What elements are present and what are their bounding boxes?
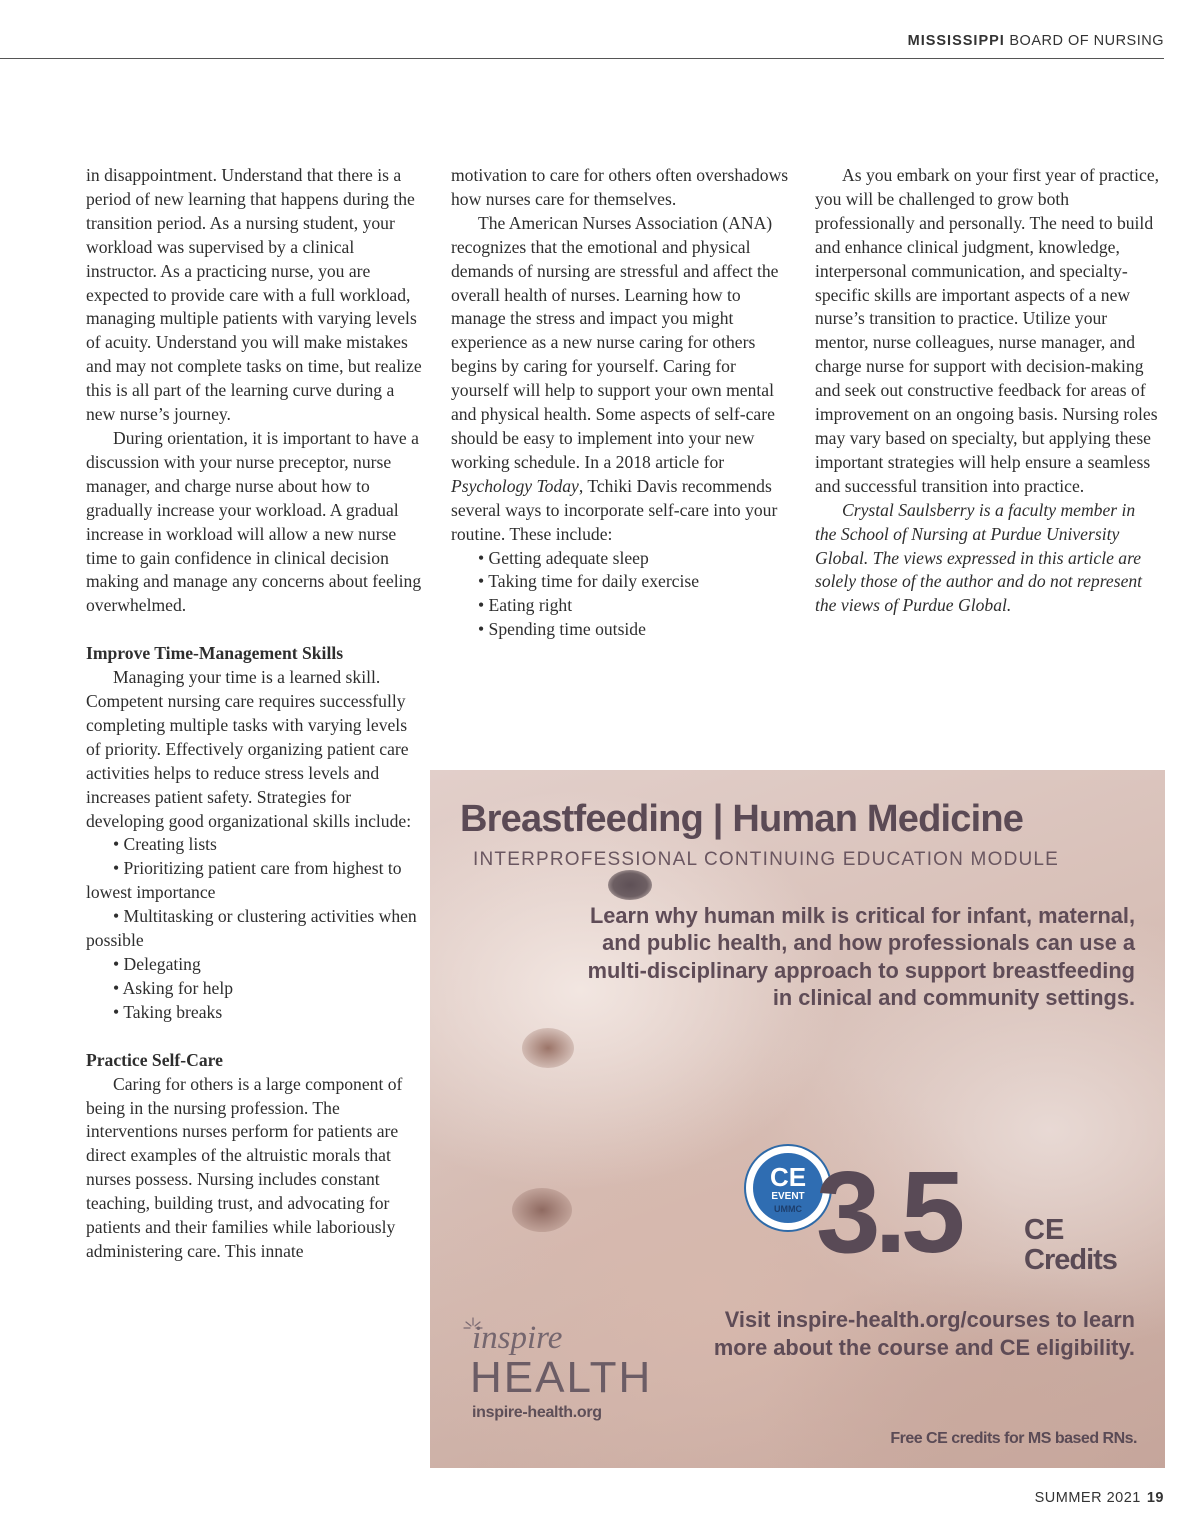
baby-mouth-shading [512, 1188, 572, 1232]
list-item: • Creating lists [113, 834, 217, 855]
header-org-rest: BOARD OF NURSING [1009, 33, 1164, 49]
author-bio: Crystal Saulsberry is a faculty member in the School of Nursing at Purdue University Global. The views expressed in this article are solely those of the author and do not represent the views of Purdue Global. [815, 499, 1143, 616]
baby-nose-shading [522, 1028, 574, 1068]
ad-subtitle: INTERPROFESSIONAL CONTINUING EDUCATION MODULE [473, 849, 1060, 870]
running-footer [1035, 1490, 1164, 1506]
running-header [908, 33, 1164, 49]
ad-lead-text: Learn why human milk is critical for infant, maternal, and public health, and how professionals can use a multi-disciplinary approach to support breastfeeding in clinical and community settings. [587, 903, 1135, 1010]
badge-event-label: EVENT [771, 1191, 805, 1202]
subheading-time-management: Improve Time-Management Skills [86, 643, 344, 664]
spacer [86, 618, 426, 642]
logo-url[interactable]: inspire-health.org [472, 1404, 602, 1421]
paragraph: As you embark on your first year of practice, you will be challenged to grow both professionally and personally. The need to build and enhance clinical judgment, knowledge, interpersonal communication, and specialty- specific skills are important aspects of a new nurse’s transition to practice. Utilize your mentor, nurse colleagues, nurse manager, and charge nurse for support with decision-making and seek out constructive feedback for areas of improvement on an ongoing basis. Nursing roles may vary based on specialty, but applying these important strategies will help ensure a seamless and successful transition into practice. [815, 165, 1160, 496]
page-number: 19 [1146, 1490, 1164, 1506]
list-item: • Taking time for daily exercise [478, 571, 700, 592]
spacer [86, 1025, 426, 1049]
paragraph: During orientation, it is important to have a discussion with your nurse preceptor, nurse manager, and charge nurse about how to gradually increase your workload. A gradual increase in workload will allow a new nurse time to gain confidence in clinical decision making and manage any concerns about feeling overwhelmed. [86, 427, 422, 616]
header-org-bold: MISSISSIPPI [907, 33, 1005, 49]
logo-health: HEALTH [470, 1353, 653, 1402]
credits-label-credits: Credits [1024, 1244, 1117, 1276]
ad-title: Breastfeeding | Human Medicine [460, 798, 1024, 840]
list-item: • Spending time outside [478, 619, 646, 640]
advertisement[interactable] [430, 770, 1165, 1468]
article-column-3 [815, 164, 1160, 618]
list-item: • Prioritizing patient care from highest to lowest importance [86, 858, 402, 903]
journal-title: Psychology Today [451, 475, 579, 496]
list-item: • Getting adequate sleep [478, 547, 649, 568]
credits-number: 3.5 [816, 1147, 960, 1277]
footer-issue: SUMMER 2021 [1034, 1490, 1141, 1506]
paragraph: in disappointment. Understand that there is a period of new learning that happens during the transition period. As a nursing student, your workload was supervised by a clinical instructor. As a practicing nurse, you are expected to provide care with a full workload, managing multiple patients with varying levels of acuity. Understand you will make mistakes and may not complete tasks on time, but realize this is all part of the learning curve during a new nurse’s journey. [86, 165, 422, 425]
list-item: • Multitasking or clustering activities when possible [86, 906, 417, 951]
header-rule [0, 58, 1164, 59]
badge-org-label: UMMC [774, 1204, 802, 1214]
paragraph-text: , Tchiki Davis recommends several ways to incorporate self-care into your routine. These include: [451, 475, 778, 544]
ad-visit-text[interactable]: Visit inspire-health.org/courses to learn more about the course and CE eligibility. [713, 1307, 1135, 1360]
list-item: • Taking breaks [113, 1001, 223, 1022]
baby-eye-shading [608, 870, 652, 900]
paragraph: Caring for others is a large component of being in the nursing profession. The interventions nurses perform for patients are direct examples of the altruistic morals that nurses possess. Nursing includes constant teaching, building trust, and advocating for patients and their families while laboriously administering care. This innate [86, 1073, 403, 1261]
paragraph [451, 212, 796, 547]
badge-ce-label: CE [769, 1162, 807, 1192]
subheading-self-care: Practice Self-Care [86, 1049, 223, 1070]
ad-free-credits-note: Free CE credits for MS based RNs. [890, 1430, 1137, 1447]
list-item: • Asking for help [113, 977, 234, 998]
paragraph: motivation to care for others often overshadows how nurses care for themselves. [451, 165, 789, 209]
paragraph: Managing your time is a learned skill. Competent nursing care requires successfully completing multiple tasks with varying levels of priority. Effectively organizing patient care activities helps to reduce stress levels and increases patient safety. Strategies for developing good organizational skills include: [86, 667, 412, 831]
article-column-1 [86, 164, 426, 1264]
list-item: • Eating right [478, 595, 573, 616]
paragraph-text: The American Nurses Association (ANA) recognizes that the emotional and physical demands of nursing are stressful and affect the overall health of nurses. Learning how to manage the stress and impact you might experience as a new nurse caring for others begins by caring for yourself. Caring for yourself will help to support your own mental and physical health. Some aspects of self-care should be easy to implement into your new working schedule. In a 2018 article for [451, 212, 779, 472]
list-item: • Delegating [113, 954, 201, 974]
credits-label-ce: CE [1024, 1214, 1065, 1246]
article-column-2 [451, 164, 796, 642]
logo-inspire: inspire [472, 1320, 563, 1356]
